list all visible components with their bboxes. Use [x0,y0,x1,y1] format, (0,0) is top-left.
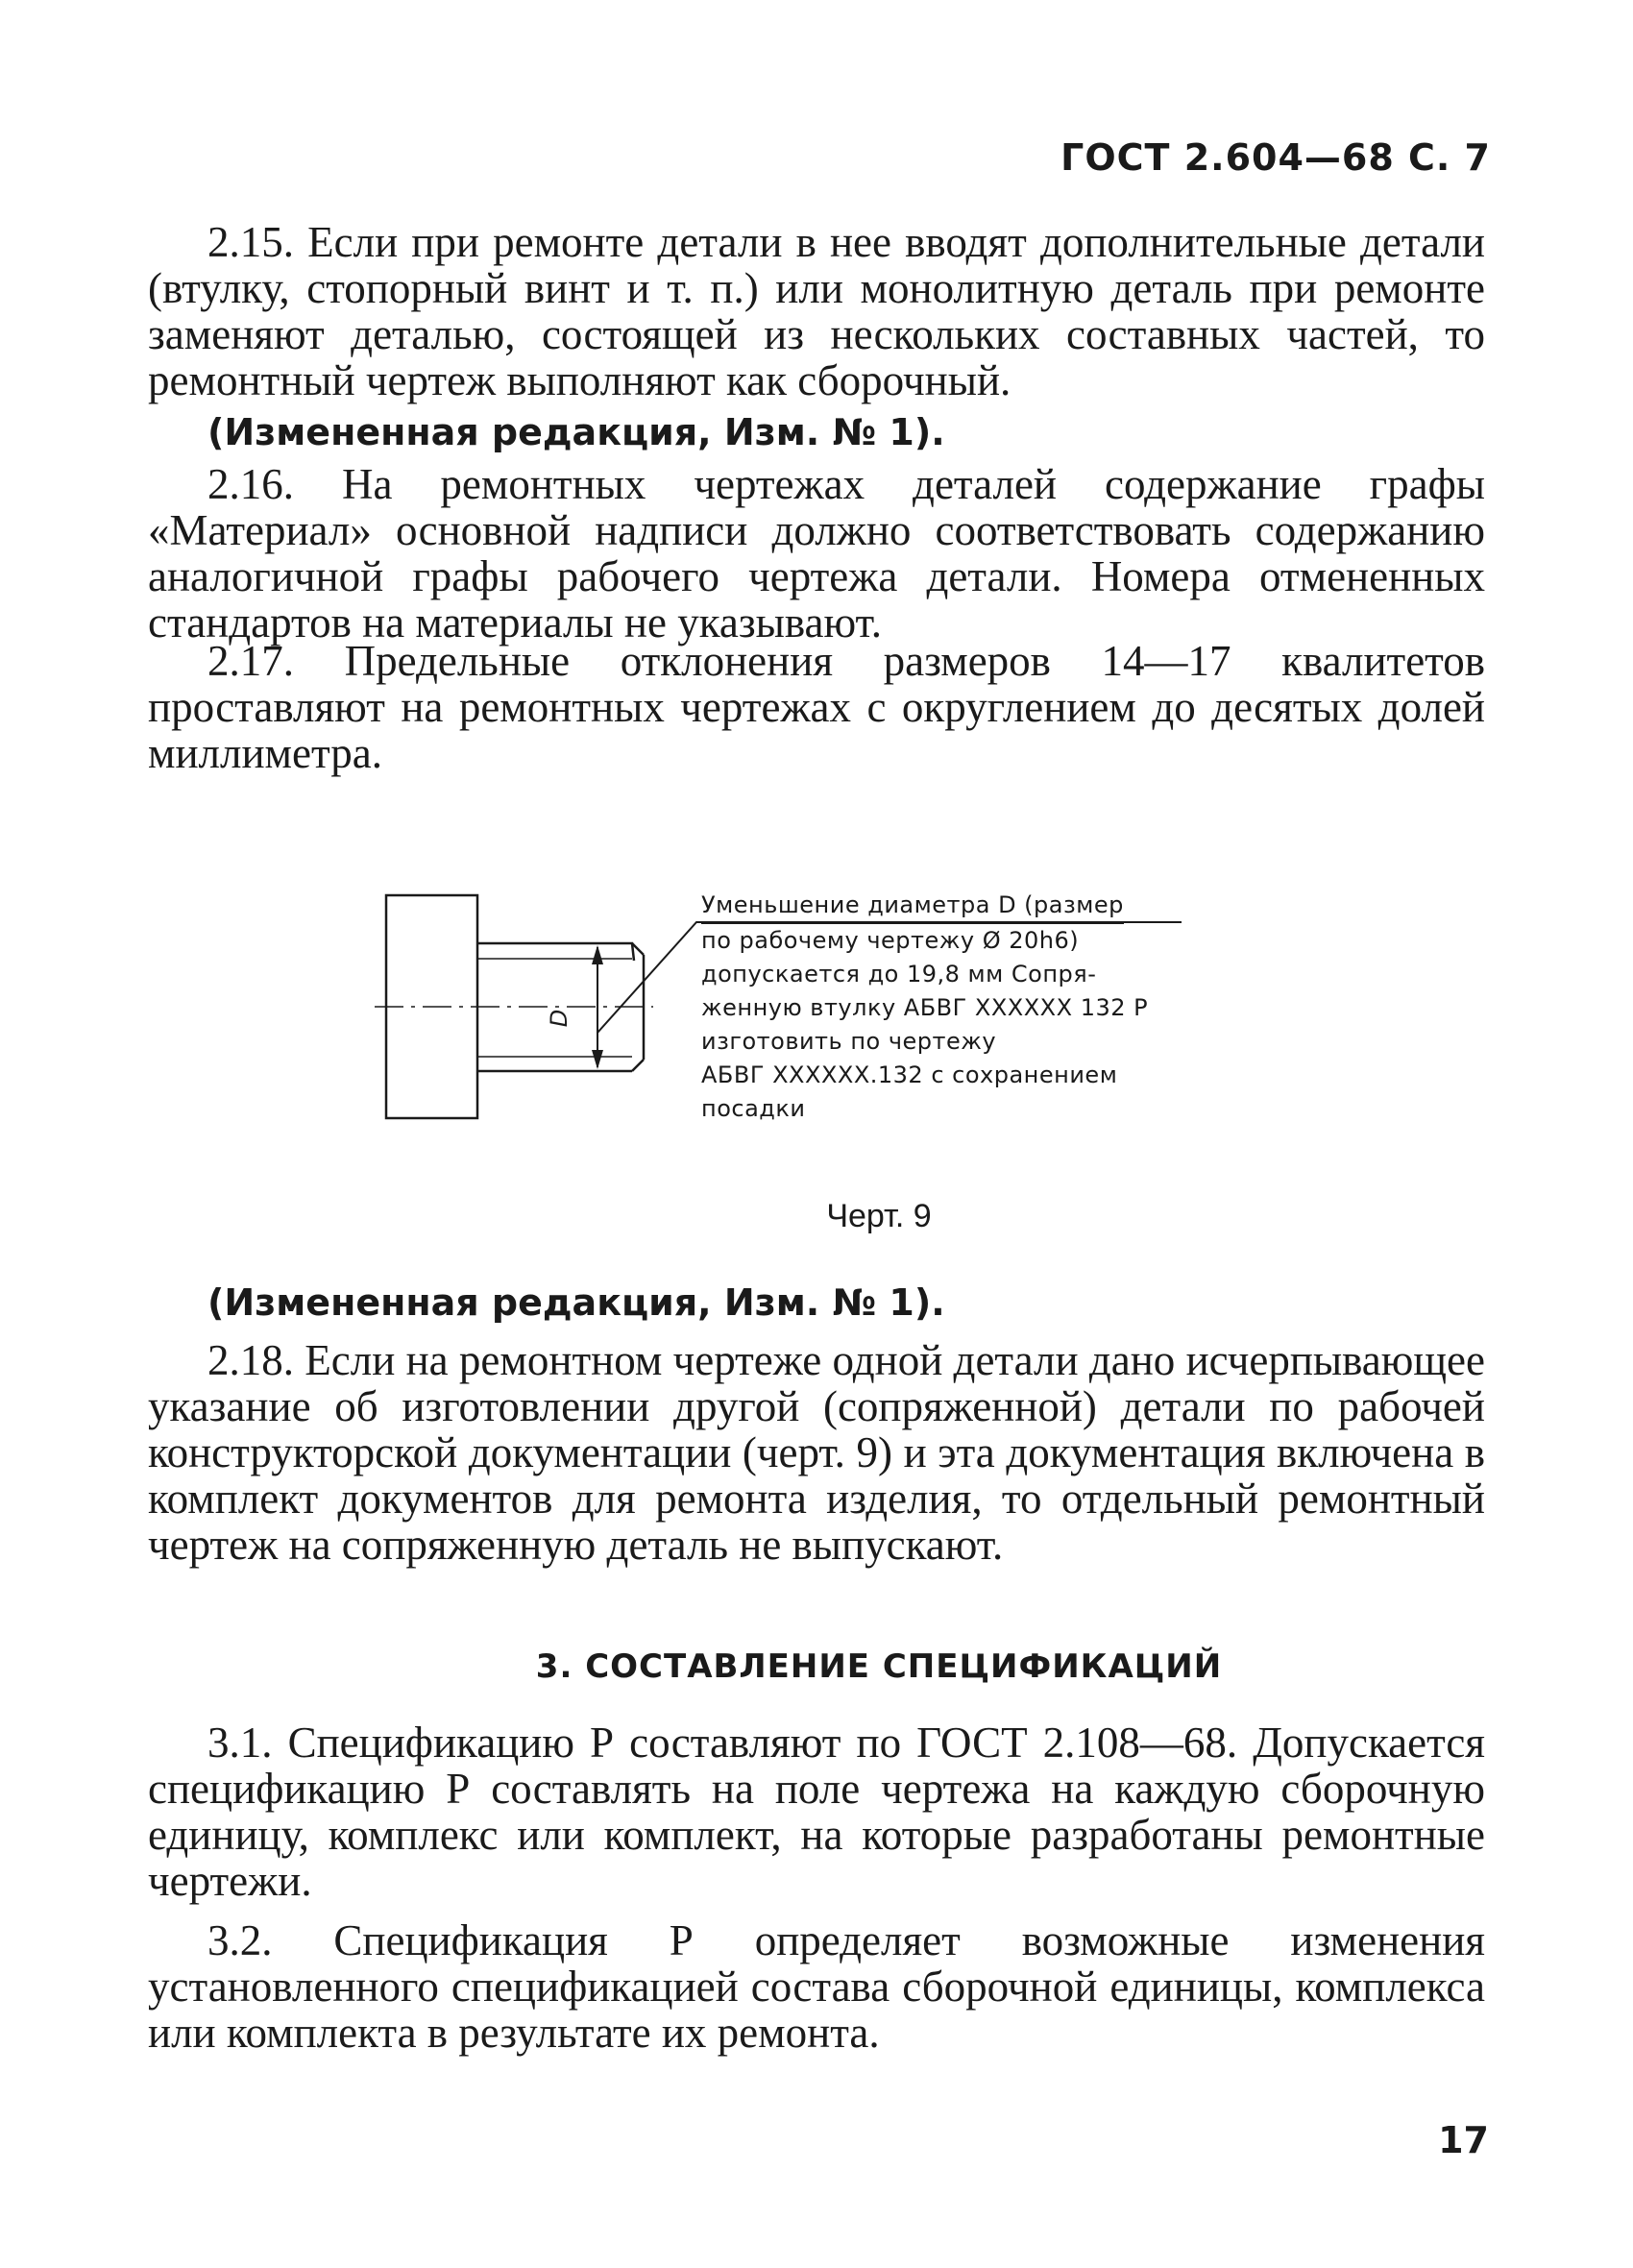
note-line: Уменьшение диаметра D (размер [701,889,1124,924]
note-line: женную втулку АБВГ XXXXXX 132 Р [701,994,1149,1021]
paragraph-text: 3.2. Спецификация Р определяет возможные изменения установленного спецификацией состава сборочной единицы, комплекса или комплекта в результате их ремонта. [148,1916,1485,2057]
paragraph-2-18 [148,1337,1485,1568]
section-title: 3. СОСТАВЛЕНИЕ СПЕЦИФИКАЦИЙ [535,1647,1223,1686]
figure-caption: Черт. 9 [826,1198,932,1234]
note-line: посадки [701,1095,806,1122]
page-header: ГОСТ 2.604—68 С. 7 [1060,136,1491,179]
note-line: допускается до 19,8 мм Сопря- [701,961,1097,988]
dimension-label-d: D [546,1009,573,1028]
note-line: АБВГ XXXXXX.132 с сохранением [701,1061,1118,1088]
amendment-note: (Измененная редакция, Изм. № 1). [207,1281,945,1324]
note-line: изготовить по чертежу [701,1028,997,1055]
paragraph-text: 2.16. На ремонтных чертежах деталей содержание графы «Материал» основной надписи должно соответствовать содержанию аналогичной графы рабочего чертежа детали. Номера отмененных стандартов на материалы не указывают. [148,460,1485,646]
note-line: по рабочему чертежу Ø 20h6) [701,927,1080,954]
paragraph-2-16 [148,461,1485,646]
paragraph-text: 2.18. Если на ремонтном чертеже одной детали дано исчерпывающее указание об изготовлении другой (сопряженной) детали по рабочей конструкторской документации (черт. 9) и эта документация включена в комплект документов для ремонта изделия, то отдельный ремонтный чертеж на сопряженную деталь не выпускают. [148,1336,1485,1569]
paragraph-3-2 [148,1917,1485,2056]
paragraph-2-17 [148,638,1485,776]
paragraph-2-15 [148,219,1485,403]
figure-note [701,889,1220,1126]
paragraph-text: 2.17. Предельные отклонения размеров 14—17 квалитетов проставляют на ремонтных чертежах с округлением до десятых долей миллиметра. [148,637,1485,777]
paragraph-3-1 [148,1719,1485,1904]
paragraph-text: 2.15. Если при ремонте детали в нее вводят дополнительные детали (втулку, стопорный винт и т. п.) или монолитную деталь при ремонте заменяют деталью, состоящей из нескольких составных частей, то ремонтный чертеж выполняют как сборочный. [148,218,1485,404]
page-number: 17 [1438,2119,1489,2161]
paragraph-text: 3.1. Спецификацию Р составляют по ГОСТ 2.108—68. Допускается спецификацию Р составлять на поле чертежа на каждую сборочную единицу, комплекс или комплект, на которые разработаны ремонтные чертежи. [148,1719,1485,1905]
amendment-note: (Измененная редакция, Изм. № 1). [207,411,945,453]
